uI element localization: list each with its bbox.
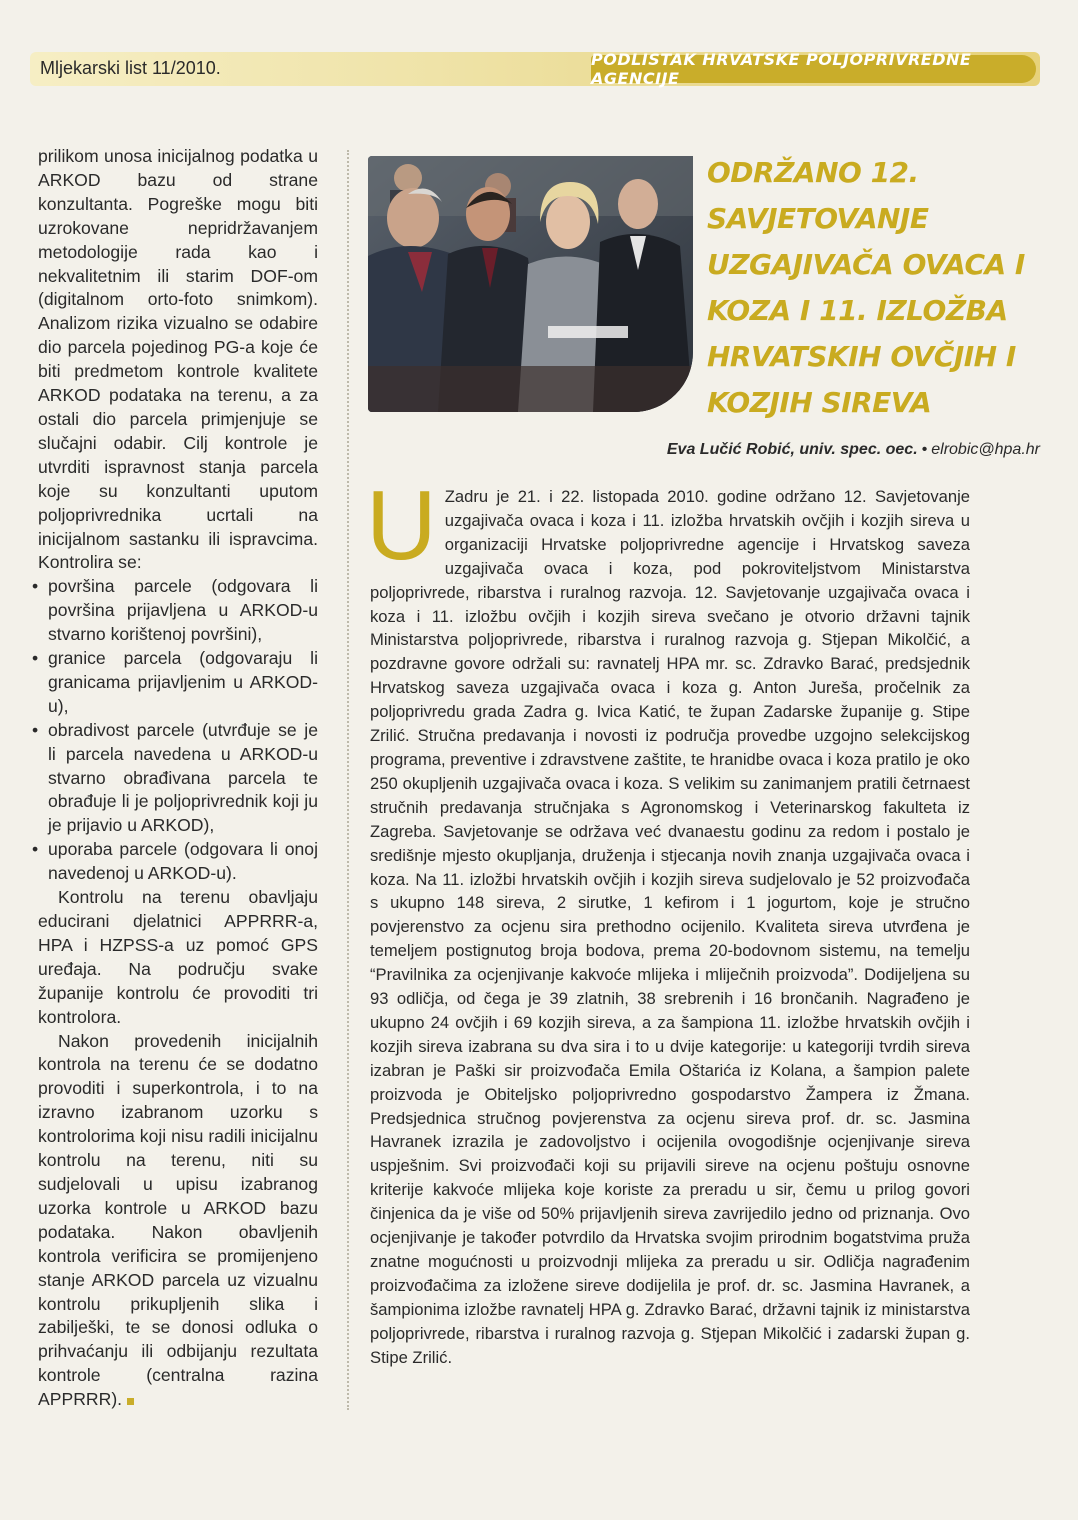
author-email[interactable]: elrobic@hpa.hr	[931, 441, 1040, 458]
page-header	[30, 52, 1040, 86]
event-photo	[368, 156, 693, 412]
section-banner: PODLISTAK HRVATSKE POLJOPRIVREDNE AGENCIJE	[591, 55, 1036, 83]
list-item: • površina parcele (odgovara li površina prijavljena u ARKOD-u stvarno korištenoj površini),	[38, 575, 318, 647]
left-column	[38, 145, 318, 1412]
left-paragraph-2: Kontrolu na terenu obavljaju educirani djelatnici APPRRR-a, HPA i HZPSS-a uz pomoć GPS uređaja. Na području svake županije kontrolu će provoditi tri kontrolora.	[38, 887, 318, 1027]
list-item: • granice parcela (odgovaraju li granicama prijavljenim u ARKOD-u),	[38, 647, 318, 719]
drop-cap: U	[366, 470, 437, 580]
audience-illustration	[368, 156, 693, 412]
article-text: Zadru je 21. i 22. listopada 2010. godine održano 12. Savjetovanje uzgajivača ovaca i koza i 11. izložba hrvatskih ovčjih i kozjih sireva u organizaciji Hrvatske poljoprivredne agencije i Hrvatskog saveza uzgajivača ovaca i koza, pod pokroviteljstvom Ministarstva poljoprivrede, ribarstva i ruralnog razvoja. 12. Savjetovanje uzgajivača ovaca i koza i 11. izložbu ovčjih i kozjih sireva svečano je otvorio državni tajnik Ministarstva poljoprivrede, ribarstva i ruralnog razvoja g. Stjepan Mikolčić, a pozdravne govore održali su: ravnatelj HPA mr. sc. Zdravko Barać, predsjednik Hrvatskog saveza uzgajivača ovaca i koza g. Anton Jureša, pročelnik za poljoprivredu grada Zadra g. Ivica Katić, te župan Zadarske županije g. Stipe Zrilić. Stručna predavanja i novosti iz područja provedbe uzgojno selekcijskog programa, preventive i zdravstvene zaštite, te hranidbe ovaca i koza pratilo je oko 250 okupljenih uzgajivača ovaca i koza. S velikim su zanimanjem pratili četrnaest stručnih predavanja stručnjaka s Agronomskog i Veterinarskog fakulteta iz Zagreba. Savjetovanje se održava već dvanaestu godinu za redom i postalo je središnje mjesto okupljanja, druženja i stjecanja novih znanja uzgajivača ovaca i koza. Na 11. izložbi hrvatskih ovčjih i kozjih sireva sudjelovalo je 52 proizvođača s ukupno 148 sireva, 2 sirutke, 1 kefirom i 1 jogurtom, koje je stručno povjerenstvo za ocjenu sira prethodno ocijenilo. Kvaliteta sireva utvrđena je temeljem postignutog broja bodova, prema 20-bodovnom sistemu, na temelju “Pravilnika za ocjenjivanje kakvoće mlijeka i mliječnih proizvoda”. Dodijeljena su 93 odličja, od čega je 39 zlatnih, 38 srebrenih i 16 brončanih. Nagrađeno je ukupno 24 ovčjih i 69 kozjih sireva, a za šampiona 11. izložbe hrvatskih ovčjih i kozjih sireva izabrana su dva sira i to u dvije kategorije: u kategoriji tvrdih sireva izabran je Paški sir proizvođača Emila Oštarića iz Kolana, a šampion palete proizvoda je Obiteljsko poljoprivredno gospodarstvo Žampera iz Žmana. Predsjednica stručnog povjerenstva za ocjenu sireva prof. dr. sc. Jasmina Havranek izrazila je zadovoljstvo i ocijenila ovogodišnje ocjenjivanje sireva uspješnim. Svi proizvođači koji su prijavili sireve na ocjenu poštuju osnovne kriterije kakvoće mlijeka koje koriste za preradu u sir, čemu u prilog govori činjenica da je više od 50% prijavljenih sireva zavrijedilo jedno od priznanja. Ovo ocjenjivanje je također potvrdilo da Hrvatska svojim prirodnim bogatstvima pruža znatne mogućnosti u proizvodnji mlijeka za preradu u sir. Odličja nagrađenim proizvođačima za izložene sireve dodijelila je prof. dr. sc. Jasmina Havranek, a šampionima izložbe ravnatelj HPA g. Zdravko Barać, državni tajnik iz ministarstva poljoprivrede, ribarstva i ruralnog razvoja g. Stjepan Mikolčić i zadarski župan g. Stipe Zrilić.	[370, 487, 970, 1367]
article-title: ODRŽANO 12. SAVJETOVANJE UZGAJIVAČA OVACA I KOZA I 11. IZLOŽBA HRVATSKIH OVČJIH I KOZJIH SIREVA	[707, 156, 1025, 419]
left-paragraph-3-wrap	[38, 1030, 318, 1413]
author-name: Eva Lučić Robić, univ. spec. oec.	[666, 441, 918, 458]
list-item: • uporaba parcele (odgovara li onoj navedenoj u ARKOD-u).	[38, 838, 318, 886]
article-body	[366, 470, 970, 1370]
list-item: • obradivost parcele (utvrđuje se je li parcela navedena u ARKOD-u stvarno obrađivana parcela te obrađuje li je poljoprivrednik koji ju je prijavio u ARKOD),	[38, 719, 318, 839]
issue-label: Mljekarski list 11/2010.	[40, 58, 221, 78]
control-list	[38, 575, 318, 886]
author-separator: •	[921, 441, 928, 458]
column-divider	[347, 150, 349, 1410]
left-paragraph-1: prilikom unosa inicijalnog podatka u ARKOD bazu od strane konzultanta. Pogreške mogu biti uzrokovane nepridržavanjem metodologije rada kao i nekvalitetnim ili starim DOF-om (digitalnom orto-foto snimkom). Analizom rizika vizualno se odabire dio parcela pojedinog PG-a koje će biti predmetom kontrole kvalitete ARKOD podataka na terenu, a za ostali dio parcela primjenjuje se slučajni odabir. Cilj kontrole je utvrditi ispravnost stanja parcela koje su konzultanti uputom poljoprivrednika ucrtali na inicijalnom sastanku ili ispravcima. Kontrolira se:	[38, 146, 318, 573]
author-line	[540, 441, 1040, 459]
end-mark-icon	[127, 1398, 134, 1405]
left-paragraph-3: Nakon provedenih inicijalnih kontrola na terenu će se dodatno provoditi i superkontrola, i to na izravno izabranom uzorku s kontrolorima koji nisu radili inicijalnu kontrolu na terenu, niti su sudjelovali u upisu izabranog uzorka kontrole u ARKOD bazu podataka. Nakon obavljenih kontrola verificira se promijenjeno stanje ARKOD parcela uz vizualnu kontrolu prikupljenih slika i zabilješki, te se donosi odluka o prihvaćanju ili odbijanju rezultata kontrole (centralna razina APPRRR).	[38, 1030, 318, 1410]
